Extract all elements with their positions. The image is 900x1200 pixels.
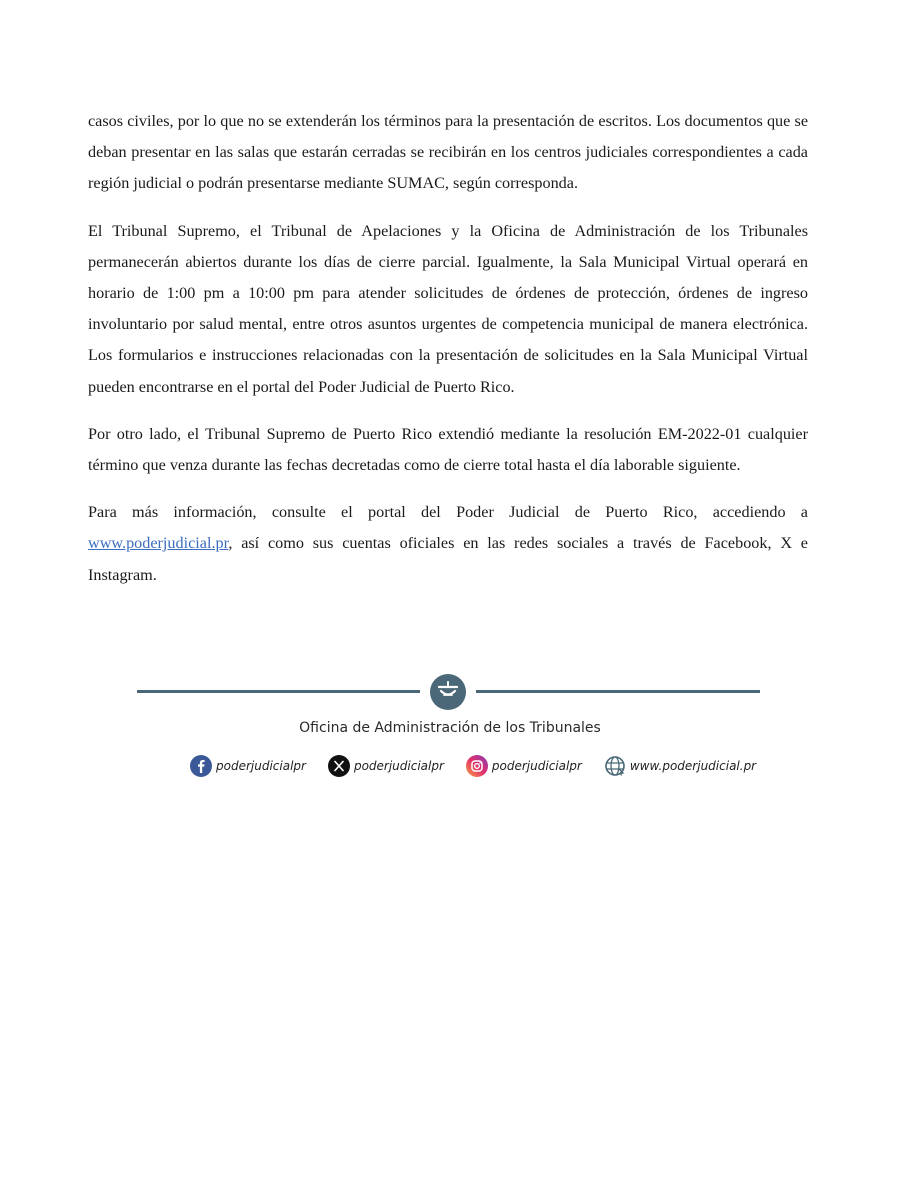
paragraph-1: casos civiles, por lo que no se extenderán los términos para la presentación de escritos. Los documentos que se deban presentar en las salas que estarán cerradas se recibirán en los centros judiciales correspondientes a cada región judicial o podrán presentarse mediante SUMAC, según corresponda. [88,112,808,193]
footer-divider-right [476,690,760,693]
document-body [88,106,808,607]
social-instagram[interactable] [466,755,582,777]
social-links [190,753,778,779]
social-website[interactable] [604,755,756,777]
portal-link[interactable]: www.poderjudicial.pr [88,534,229,553]
social-facebook[interactable] [190,755,306,777]
website-handle: www.poderjudicial.pr [629,759,757,773]
x-icon [328,755,350,777]
paragraph-2: El Tribunal Supremo, el Tribunal de Apelaciones y la Oficina de Administración de los Tribunales permanecerán abiertos durante los días de cierre parcial. Igualmente, la Sala Municipal Virtual operará en horario de 1:00 pm a 10:00 pm para atender solicitudes de órdenes de protección, órdenes de ingreso involuntario por salud mental, entre otros asuntos urgentes de competencia municipal de manera electrónica. Los formularios e instrucciones relacionadas con la presentación de solicitudes en la Sala Municipal Virtual pueden encontrarse en el portal del Poder Judicial de Puerto Rico. [88,221,808,396]
facebook-handle: poderjudicialpr [216,759,306,773]
paragraph-4-end: , así como sus cuentas oficiales en las redes sociales a través de Facebook, X e Instagram. [88,534,808,584]
office-name: Oficina de Administración de los Tribunales [299,720,601,736]
facebook-icon [190,755,212,777]
instagram-icon [466,755,488,777]
social-x[interactable] [328,755,444,777]
instagram-handle: poderjudicialpr [491,759,582,773]
paragraph-4-start: Para más información, consulte el portal del Poder Judicial de Puerto Rico, accediendo a [88,503,808,522]
footer-divider-left [137,690,420,693]
globe-icon [604,755,626,777]
paragraph-4 [88,497,808,591]
scales-of-justice-icon [430,674,466,710]
paragraph-3: Por otro lado, el Tribunal Supremo de Puerto Rico extendió mediante la resolución EM-2022-01 cualquier término que venza durante las fechas decretadas como de cierre total hasta el día laborable siguiente. [88,424,808,475]
x-handle: poderjudicialpr [353,759,444,773]
